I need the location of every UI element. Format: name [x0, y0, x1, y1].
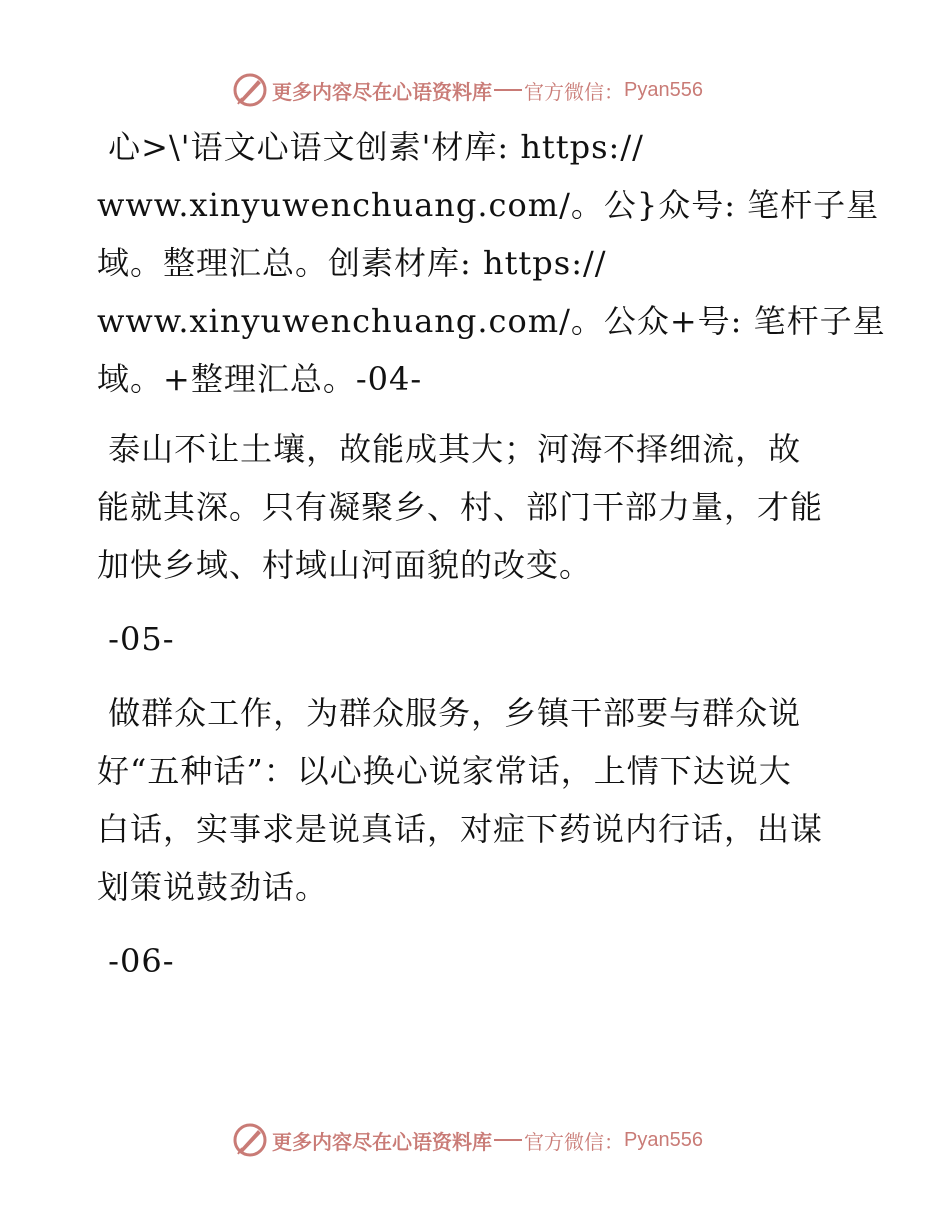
footer-banner-wechat-label: 官方微信： — [524, 1129, 624, 1154]
banner-wechat-id: Pyan556 — [624, 78, 703, 101]
section-marker-06: -06- — [97, 942, 175, 980]
header-banner — [232, 70, 752, 110]
footer-banner-divider — [494, 1139, 522, 1141]
banner-wechat-label: 官方微信： — [524, 79, 624, 104]
banner-title: 更多内容尽在心语资料库 — [272, 79, 492, 104]
banner-divider — [494, 89, 522, 91]
section-marker-05: -05- — [97, 620, 175, 658]
document-body — [97, 118, 887, 990]
quill-pen-logo-icon — [232, 1122, 268, 1158]
paragraph-1: 心>\'语文心语文创素'材库: https:// www.xinyuwenchuang.com/。公}众号: 笔杆子星 域。整理汇总。创素材库: https:// www.xinyuwenchuang.com/。公众+号: 笔杆子星 域。+整理汇总。-04- — [97, 128, 886, 398]
footer-banner-title: 更多内容尽在心语资料库 — [272, 1129, 492, 1154]
paragraph-3: 做群众工作，为群众服务，乡镇干部要与群众说 好“五种话”：以心换心说家常话，上情下达说大 白话，实事求是说真话，对症下药说内行话，出谋 划策说鼓劲话。 — [97, 694, 824, 906]
quill-pen-logo-icon — [232, 72, 268, 108]
footer-banner-wechat-id: Pyan556 — [624, 1128, 703, 1151]
paragraph-2: 泰山不让土壤，故能成其大；河海不择细流，故 能就其深。只有凝聚乡、村、部门干部力量，才能 加快乡域、村域山河面貌的改变。 — [97, 430, 824, 584]
footer-banner — [232, 1120, 752, 1160]
